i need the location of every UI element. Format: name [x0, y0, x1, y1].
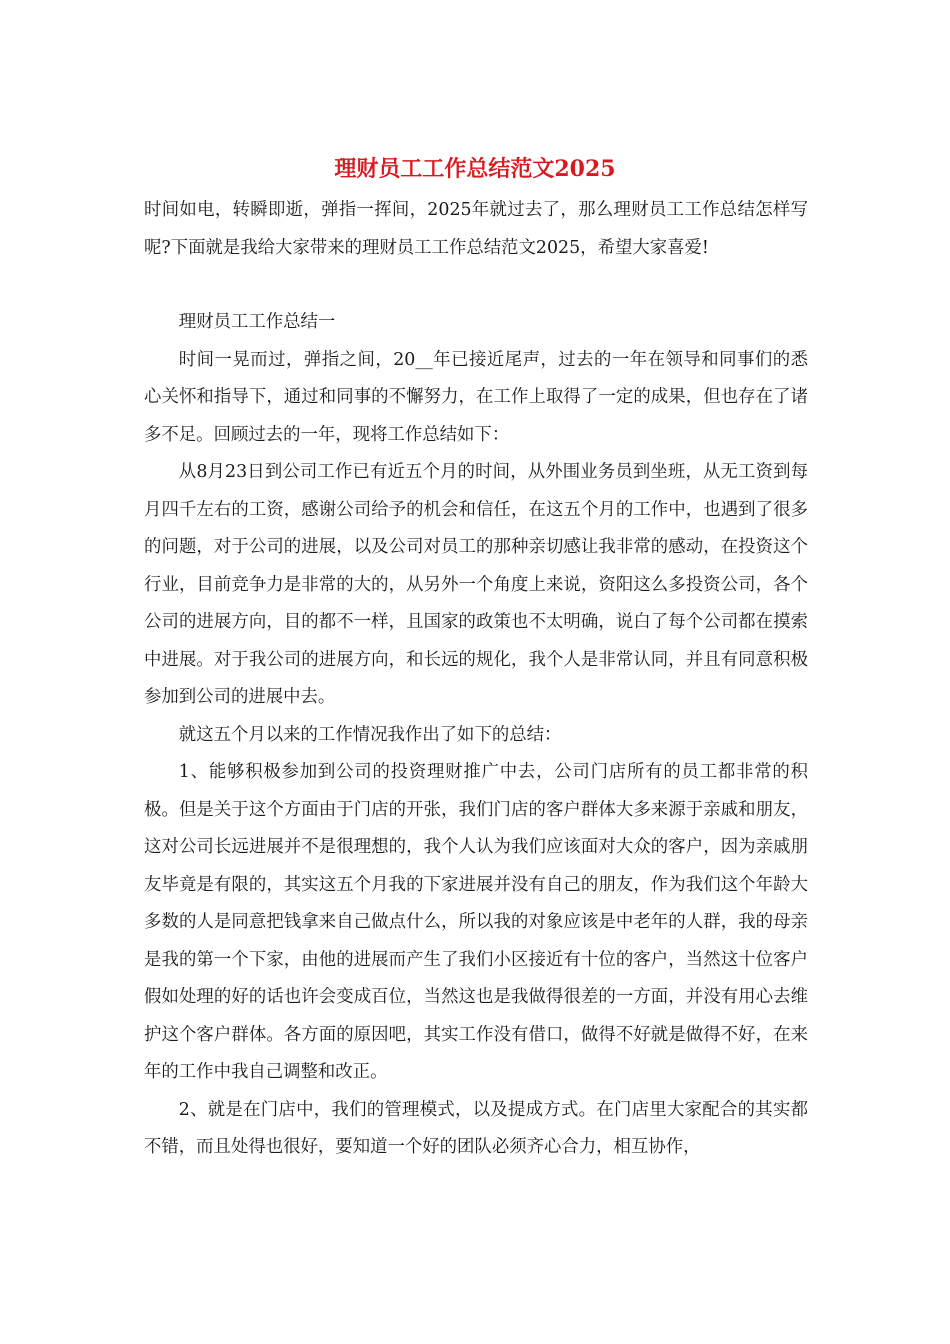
- body-paragraph: 2、就是在门店中，我们的管理模式，以及提成方式。在门店里大家配合的其实都不错，而且处得也很好，要知道一个好的团队必须齐心合力，相互协作，: [144, 1099, 808, 1157]
- body-paragraph: 就这五个月以来的工作情况我作出了如下的总结：: [178, 724, 562, 745]
- section-heading: 理财员工工作总结一: [178, 312, 336, 332]
- document-body: [144, 192, 808, 1167]
- body-paragraph: 1、能够积极参加到公司的投资理财推广中去，公司门店所有的员工都非常的积极。但是关于这个方面由于门店的开张，我们门店的客户群体大多来源于亲戚和朋友，这对公司长远进展并不是很理想的，我个人认为我们应该面对大众的客户，因为亲戚朋友毕竟是有限的，其实这五个月我的下家进展并没有自己的朋友，作为我们这个年龄大多数的人是同意把钱拿来自己做点什么，所以我的对象应该是中老年的人群，我的母亲是我的第一个下家，由他的进展而产生了我们小区接近有十位的客户，当然这十位客户假如处理的好的话也许会变成百位，当然这也是我做得很差的一方面，并没有用心去维护这个客户群体。各方面的原因吧，其实工作没有借口，做得不好就是做得不好，在来年的工作中我自己调整和改正。: [144, 762, 808, 1082]
- body-paragraph: 从8月23日到公司工作已有近五个月的时间，从外围业务员到坐班，从无工资到每月四千左右的工资，感谢公司给予的机会和信任，在这五个月的工作中，也遇到了很多的问题，对于公司的进展，以及公司对员工的那种亲切感让我非常的感动，在投资这个行业，目前竞争力是非常的大的，从另外一个角度上来说，资阳这么多投资公司，各个公司的进展方向，目的都不一样，且国家的政策也不太明确，说白了每个公司都在摸索中进展。对于我公司的进展方向，和长远的规化，我个人是非常认同，并且有同意积极参加到公司的进展中去。: [144, 462, 808, 707]
- body-paragraph: 时间一晃而过，弹指之间，20__年已接近尾声，过去的一年在领导和同事们的悉心关怀和指导下，通过和同事的不懈努力，在工作上取得了一定的成果，但也存在了诸多不足。回顾过去的一年，现将工作总结如下：: [144, 349, 808, 445]
- paragraph-spacer: [144, 267, 808, 304]
- document-title: 理财员工工作总结范文2025: [334, 156, 616, 182]
- intro-paragraph: 时间如电，转瞬即逝，弹指一挥间，2025年就过去了，那么理财员工工作总结怎样写呢?下面就是我给大家带来的理财员工工作总结范文2025，希望大家喜爱!: [144, 200, 808, 258]
